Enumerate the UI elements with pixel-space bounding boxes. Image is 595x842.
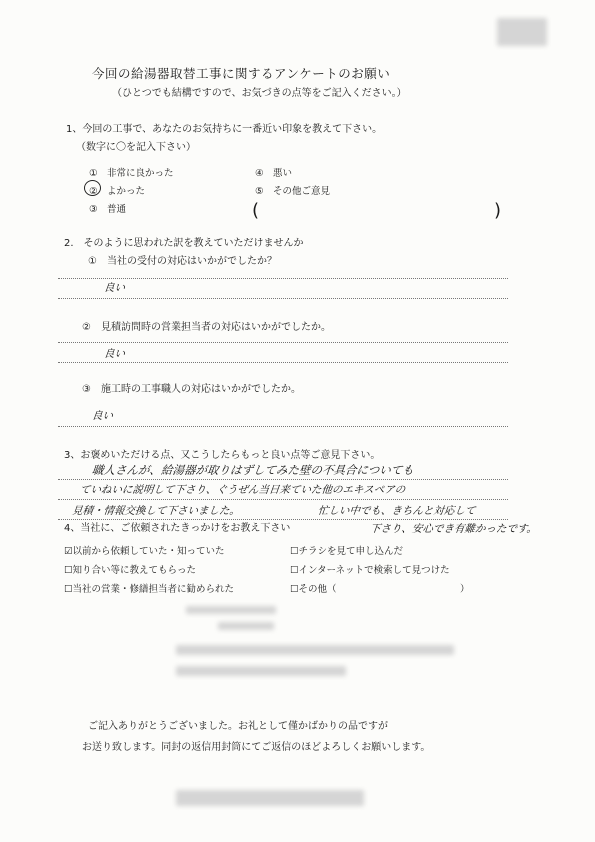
q4-option-acquaintance: ☐知り合い等に教えてもらった	[64, 565, 197, 576]
q3-handwritten-line-2: ていねいに説明して下さり、ぐうぜん当日来ていた他のエキスペアの	[79, 484, 406, 496]
q3-handwritten-line-5: 下さり、安心でき有難かったです。	[369, 523, 538, 535]
page-title: 今回の給湯器取替工事に関するアンケートのお願い	[92, 66, 391, 81]
q4-option-internet: ☐インターネットで検索して見つけた	[290, 565, 450, 576]
q3-handwritten-line-1: 職人さんが、給湯器が取りはずしてみた壁の不具合についても	[91, 463, 415, 477]
q1-option-1: ① 非常に良かった	[89, 168, 174, 179]
q2-sub-2: ② 見積訪問時の営業担当者の対応はいかがでしたか。	[82, 322, 331, 333]
answer-line	[58, 479, 508, 480]
q3-handwritten-line-3: 見積・情報交換して下さいました。	[71, 505, 241, 517]
selected-circle-mark	[84, 180, 101, 196]
footer-thanks-line-2: お送り致します。同封の返信用封筒にてご返信のほどよろしくお願いします。	[82, 742, 431, 753]
question-1: 1、今回の工事で、あなたのお気持ちに一番近い印象を教えて下さい。	[66, 124, 383, 135]
q4-option-flyer: ☐チラシを見て申し込んだ	[290, 546, 404, 557]
q2-answer-2: 良い	[103, 348, 126, 360]
answer-line	[58, 342, 508, 343]
question-4: 4、当社に、ご依頼されたきっかけをお教え下さい	[64, 523, 291, 534]
redacted-name	[176, 790, 364, 806]
q1-option-2: ② よかった	[89, 186, 146, 197]
footer-thanks-line-1: ご記入ありがとうございました。お礼として僅かばかりの品ですが	[88, 721, 388, 732]
q1-paren-open: (	[252, 200, 260, 221]
answer-line	[58, 278, 508, 279]
answer-line	[58, 499, 508, 500]
q2-answer-1: 良い	[103, 282, 126, 294]
q3-handwritten-line-4: 忙しい中でも、きちんと対応して	[317, 505, 477, 517]
q2-answer-3: 良い	[91, 410, 114, 422]
q4-option-known-before: ☑以前から依頼していた・知っていた	[64, 546, 225, 557]
answer-line	[58, 298, 508, 299]
answer-line	[58, 362, 508, 363]
q2-sub-1: ① 当社の受付の対応はいかがでしたか？	[88, 256, 277, 267]
q1-option-5: ⑤ その他ご意見	[255, 186, 331, 197]
q2-sub-3: ③ 施工時の工事職人の対応はいかがでしたか。	[82, 384, 301, 395]
question-3: 3、お褒めいただける点、又こうしたらもっと良い点等ご意見下さい。	[64, 450, 381, 461]
q4-option-sales-staff: ☐当社の営業・修繕担当者に勧められた	[64, 584, 235, 595]
answer-line	[58, 426, 508, 427]
q1-option-3: ③ 普通	[89, 204, 127, 215]
q4-option-other: ☐その他（ ）	[290, 584, 470, 595]
redacted-stamp	[497, 18, 547, 46]
page-subtitle: （ひとつでも結構ですので、お気づきの点等をご記入ください。）	[112, 88, 407, 99]
q1-paren-close: )	[494, 200, 502, 221]
q1-option-4: ④ 悪い	[255, 168, 293, 179]
question-2: 2. そのように思われた訳を教えていただけませんか	[64, 238, 304, 249]
question-1-note: （数字に〇を記入下さい）	[76, 142, 196, 153]
